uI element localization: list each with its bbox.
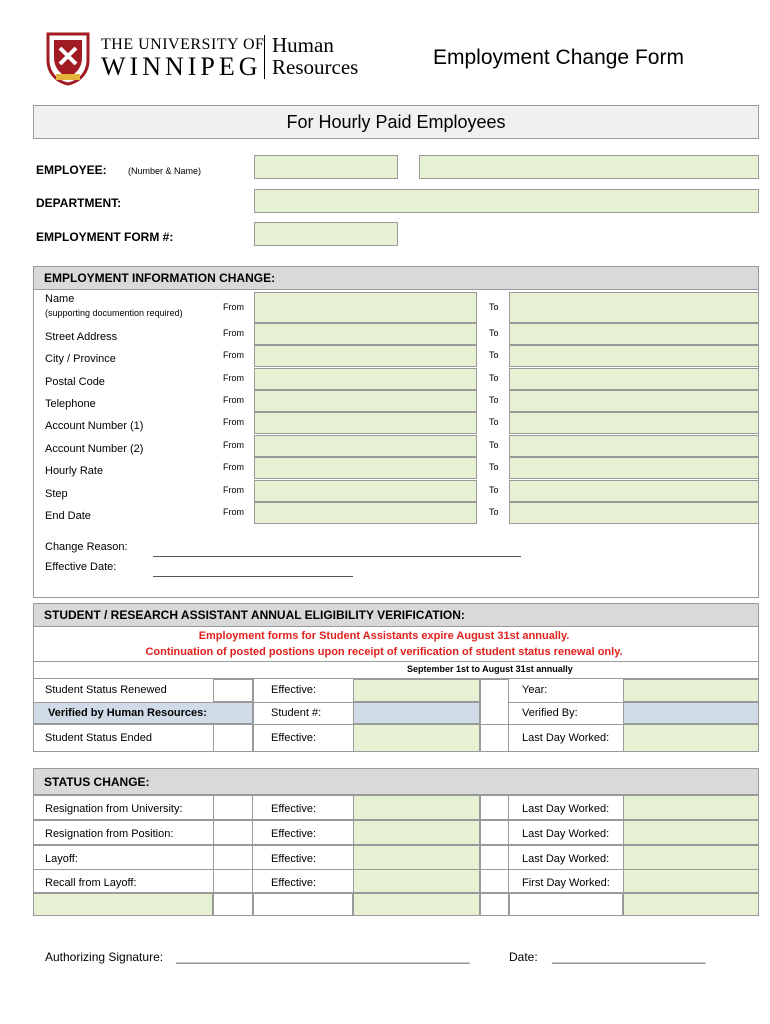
- info-row-from-label: From: [223, 507, 244, 517]
- form-number-field[interactable]: [254, 222, 398, 246]
- status-row-mid-label: Effective:: [271, 803, 317, 815]
- crest-icon: [44, 30, 92, 86]
- info-row-from-label: From: [223, 395, 244, 405]
- employee-number-field[interactable]: [254, 155, 398, 179]
- student-year-label: Year:: [522, 684, 548, 696]
- status-title: STATUS CHANGE:: [33, 768, 759, 795]
- student-effective2-label: Effective:: [271, 732, 317, 744]
- status-row-label: Resignation from University:: [45, 803, 183, 815]
- info-row-to-label: To: [489, 485, 499, 495]
- status-row-right-label: First Day Worked:: [522, 877, 610, 889]
- change-reason-line[interactable]: [153, 556, 521, 557]
- to-label: To: [489, 302, 499, 312]
- student-ended-label: Student Status Ended: [45, 732, 153, 744]
- status-extra-cell-3: [253, 893, 353, 916]
- info-row-from-field[interactable]: [254, 390, 477, 412]
- info-row-to-label: To: [489, 507, 499, 517]
- info-row-to-field[interactable]: [509, 368, 759, 390]
- info-row-label: Hourly Rate: [45, 465, 104, 477]
- status-row-effective-field[interactable]: [353, 795, 480, 820]
- info-row-to-field[interactable]: [509, 323, 759, 345]
- student-effective-label: Effective:: [271, 684, 317, 696]
- student-gap-cell: [480, 679, 509, 752]
- info-row-to-field[interactable]: [509, 457, 759, 479]
- info-row-to-label: To: [489, 440, 499, 450]
- info-row-from-label: From: [223, 485, 244, 495]
- info-row-to-field[interactable]: [509, 345, 759, 367]
- info-row-from-label: From: [223, 350, 244, 360]
- info-row-to-label: To: [489, 373, 499, 383]
- date-label: Date:: [509, 950, 538, 964]
- info-row-to-label: To: [489, 395, 499, 405]
- info-row-from-label: From: [223, 440, 244, 450]
- status-extra-cell-6: [509, 893, 623, 916]
- verified-by-field[interactable]: [623, 702, 759, 724]
- name-label: Name: [45, 293, 75, 305]
- name-from-field[interactable]: [254, 292, 477, 323]
- employee-name-field[interactable]: [419, 155, 759, 179]
- info-row-to-label: To: [489, 350, 499, 360]
- signature-line[interactable]: ____________________________________________: [176, 950, 470, 964]
- date-line[interactable]: _______________________: [552, 950, 706, 964]
- department-field[interactable]: [254, 189, 759, 213]
- info-row-from-label: From: [223, 462, 244, 472]
- student-title: STUDENT / RESEARCH ASSISTANT ANNUAL ELIGIBILITY VERIFICATION:: [33, 603, 759, 627]
- effective-date-label: Effective Date:: [45, 561, 117, 573]
- employee-hint: (Number & Name): [128, 166, 202, 176]
- student-effective2-field[interactable]: [353, 724, 480, 752]
- status-row-mid-label: Effective:: [271, 828, 317, 840]
- status-row-gap: [480, 820, 509, 845]
- status-row-right-field[interactable]: [623, 820, 759, 845]
- dept-line2: Resources: [272, 55, 359, 79]
- status-row-label: Layoff:: [45, 853, 78, 865]
- info-row-from-field[interactable]: [254, 368, 477, 390]
- info-row-label: City / Province: [45, 353, 116, 365]
- info-row-to-field[interactable]: [509, 480, 759, 502]
- status-extra-cell-5: [480, 893, 509, 916]
- status-row-right-label: Last Day Worked:: [522, 803, 610, 815]
- status-extra-cell-7[interactable]: [623, 893, 759, 916]
- info-row-label: Step: [45, 488, 68, 500]
- status-row-checkbox[interactable]: [213, 820, 253, 845]
- status-row-effective-field[interactable]: [353, 820, 480, 845]
- info-row-from-field[interactable]: [254, 435, 477, 457]
- department-label: DEPARTMENT:: [36, 196, 122, 210]
- logo-line2: WINNIPEG: [101, 52, 262, 81]
- student-year-field[interactable]: [623, 679, 759, 702]
- student-notice-divider: [33, 661, 759, 662]
- info-row-to-label: To: [489, 417, 499, 427]
- status-row-mid-label: Effective:: [271, 853, 317, 865]
- info-row-label: End Date: [45, 510, 91, 522]
- student-last-day-label: Last Day Worked:: [522, 732, 610, 744]
- info-row-to-field[interactable]: [509, 502, 759, 524]
- university-crest: [44, 30, 92, 86]
- status-extra-cell-1[interactable]: [33, 893, 213, 916]
- student-number-label: Student #:: [271, 707, 322, 719]
- form-title: Employment Change Form: [433, 46, 684, 69]
- name-hint: (supporting documention required): [45, 308, 183, 318]
- info-row-label: Street Address: [45, 331, 118, 343]
- verified-by-label: Verified By:: [522, 707, 578, 719]
- info-row-label: Account Number (2): [45, 443, 144, 455]
- change-reason-label: Change Reason:: [45, 541, 128, 553]
- form-number-label: EMPLOYMENT FORM #:: [36, 230, 174, 244]
- student-number-field[interactable]: [353, 702, 480, 724]
- status-row-checkbox[interactable]: [213, 795, 253, 820]
- info-row-from-field[interactable]: [254, 502, 477, 524]
- student-renewed-checkbox[interactable]: [213, 679, 253, 702]
- info-row-to-field[interactable]: [509, 435, 759, 457]
- effective-date-line[interactable]: [153, 576, 353, 577]
- student-notice-1: Employment forms for Student Assistants expire August 31st annually.: [198, 630, 570, 642]
- status-row-label: Resignation from Position:: [45, 828, 174, 840]
- logo-divider: [264, 35, 265, 79]
- status-row-gap: [480, 795, 509, 820]
- student-row2-top-right: [509, 702, 759, 703]
- info-row-from-field[interactable]: [254, 412, 477, 434]
- info-row-label: Postal Code: [45, 376, 105, 388]
- info-row-from-field[interactable]: [254, 457, 477, 479]
- info-row-from-field[interactable]: [254, 345, 477, 367]
- status-row-right-label: Last Day Worked:: [522, 828, 610, 840]
- info-row-to-label: To: [489, 328, 499, 338]
- student-row3-top: [33, 724, 759, 725]
- status-row-right-label: Last Day Worked:: [522, 853, 610, 865]
- status-row-right-field[interactable]: [623, 845, 759, 870]
- info-row-label: Account Number (1): [45, 420, 144, 432]
- subtitle: For Hourly Paid Employees: [286, 112, 506, 132]
- status-extra-cell-2[interactable]: [213, 893, 253, 916]
- status-row-effective-field[interactable]: [353, 869, 480, 893]
- student-col-divider-1: [253, 679, 254, 752]
- info-change-title: EMPLOYMENT INFORMATION CHANGE:: [33, 266, 759, 290]
- employee-label: EMPLOYEE:: [36, 163, 107, 177]
- name-to-field[interactable]: [509, 292, 759, 323]
- info-row-to-field[interactable]: [509, 390, 759, 412]
- student-renewed-label: Student Status Renewed: [45, 684, 167, 696]
- student-row2-top: [253, 702, 480, 703]
- student-notice-2: Continuation of posted postions upon receipt of verification of student status renewal only.: [145, 646, 623, 658]
- status-row-right-field[interactable]: [623, 869, 759, 893]
- info-row-from-label: From: [223, 373, 244, 383]
- from-label: From: [223, 302, 244, 312]
- dept-line1: Human: [272, 33, 334, 57]
- status-row-gap: [480, 845, 509, 870]
- info-row-from-label: From: [223, 328, 244, 338]
- info-row-from-label: From: [223, 417, 244, 427]
- student-effective-field[interactable]: [353, 679, 480, 702]
- info-row-to-label: To: [489, 462, 499, 472]
- student-period: September 1st to August 31st annually: [407, 664, 573, 674]
- info-row-to-field[interactable]: [509, 412, 759, 434]
- status-row-effective-field[interactable]: [353, 845, 480, 870]
- student-last-day-field[interactable]: [623, 724, 759, 752]
- status-row-right-field[interactable]: [623, 795, 759, 820]
- info-row-from-field[interactable]: [254, 480, 477, 502]
- status-row-gap: [480, 869, 509, 893]
- info-row-from-field[interactable]: [254, 323, 477, 345]
- status-row-checkbox[interactable]: [213, 869, 253, 893]
- status-row-mid-label: Effective:: [271, 877, 317, 889]
- status-extra-cell-4[interactable]: [353, 893, 480, 916]
- info-row-label: Telephone: [45, 398, 96, 410]
- status-row-label: Recall from Layoff:: [45, 877, 137, 889]
- student-ended-checkbox[interactable]: [213, 724, 253, 752]
- status-row-checkbox[interactable]: [213, 845, 253, 870]
- signature-label: Authorizing Signature:: [45, 950, 164, 964]
- logo-line1: THE UNIVERSITY OF: [101, 36, 265, 53]
- verified-label: Verified by Human Resources:: [48, 707, 207, 719]
